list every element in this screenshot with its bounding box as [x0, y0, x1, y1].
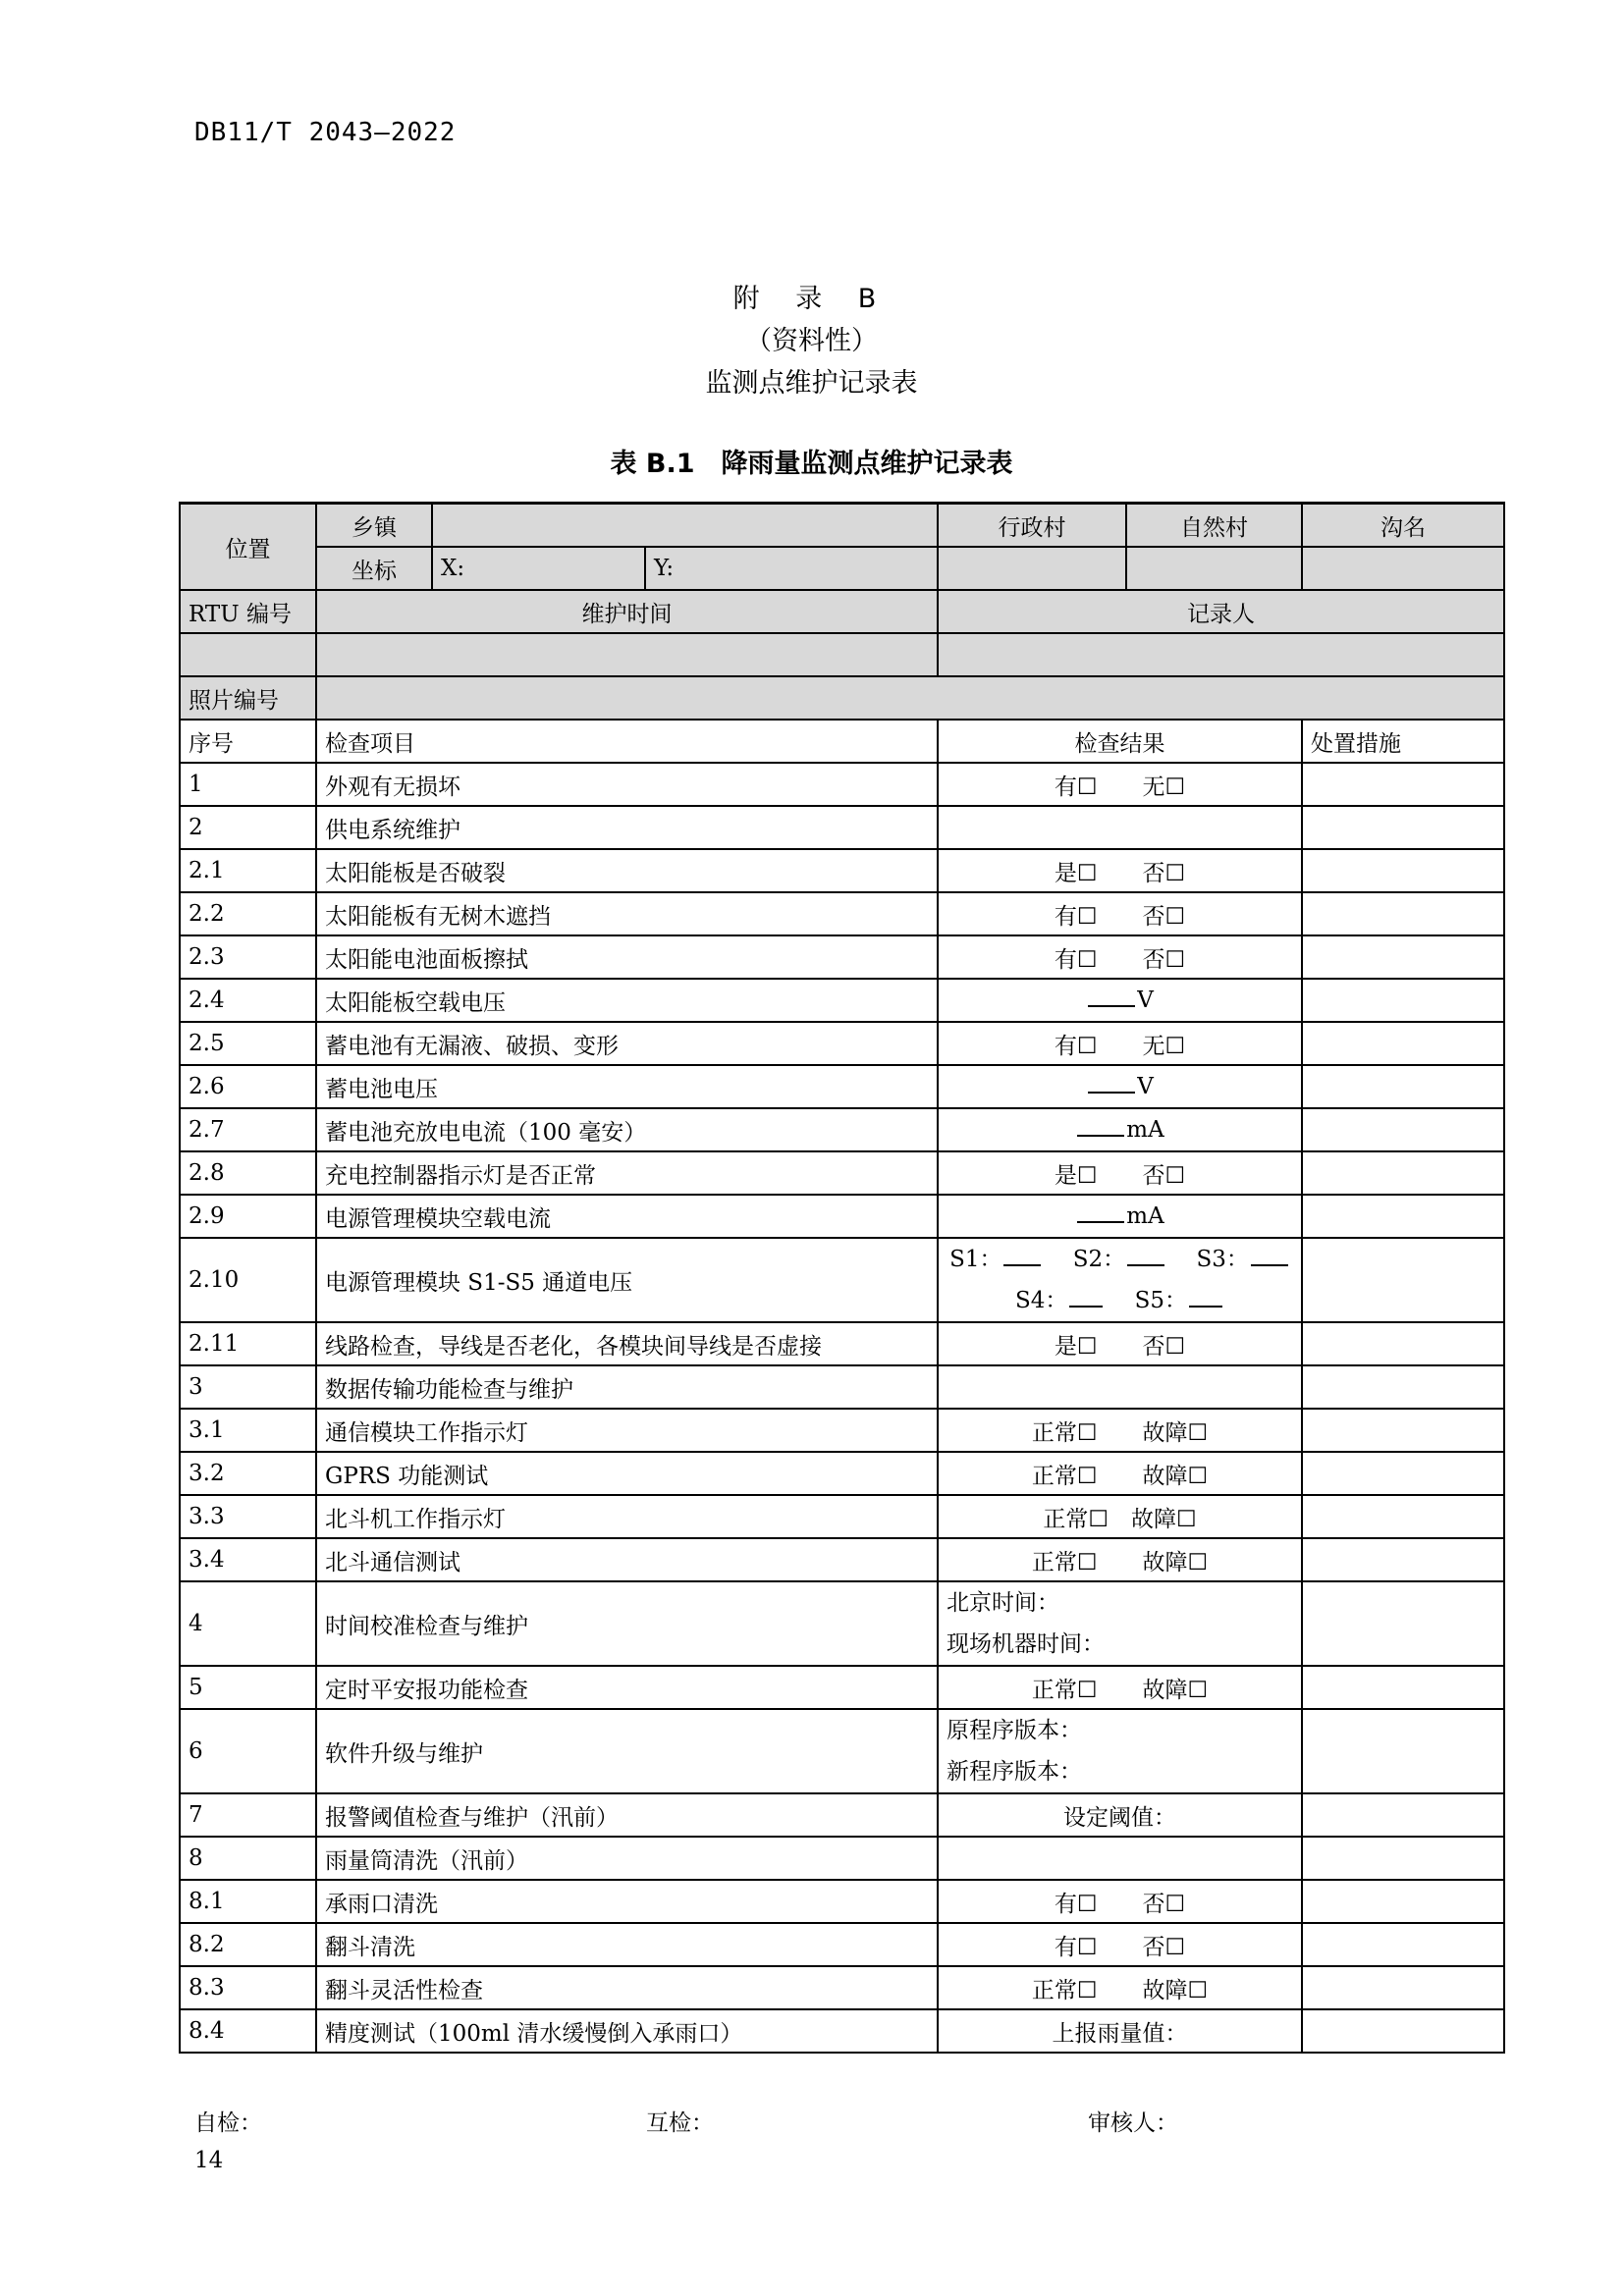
row-result[interactable]: 正常☐ 故障☐	[938, 1538, 1302, 1581]
row-result[interactable]: 有☐ 否☐	[938, 1880, 1302, 1923]
row-no: 2.5	[180, 1022, 316, 1065]
table-row	[180, 1365, 1504, 1409]
row-action[interactable]	[1302, 1151, 1504, 1195]
row-item: 翻斗清洗	[316, 1923, 938, 1966]
row-no: 2.9	[180, 1195, 316, 1238]
row-no: 3.1	[180, 1409, 316, 1452]
row-item: 蓄电池充放电电流（100 毫安）	[316, 1108, 938, 1151]
row-result[interactable]: 是☐ 否☐	[938, 1151, 1302, 1195]
table-row	[180, 849, 1504, 892]
table-row	[180, 1880, 1504, 1923]
maint-time-label: 维护时间	[316, 590, 938, 633]
table-row	[180, 1108, 1504, 1151]
row-result[interactable]: 有☐ 否☐	[938, 1923, 1302, 1966]
machine-time-label: 现场机器时间：	[947, 1631, 1105, 1657]
row-result[interactable]: 有☐ 否☐	[938, 892, 1302, 935]
row-item: 太阳能板是否破裂	[316, 849, 938, 892]
row-action[interactable]	[1302, 1065, 1504, 1108]
row-result[interactable]: 是☐ 否☐	[938, 1322, 1302, 1365]
row-item: GPRS 功能测试	[316, 1452, 938, 1495]
row-no: 5	[180, 1666, 316, 1709]
township-label: 乡镇	[316, 504, 432, 548]
table-row	[180, 1966, 1504, 2009]
recorder-value[interactable]	[938, 633, 1504, 676]
table-title: 表 B.1 降雨量监测点维护记录表	[610, 449, 1013, 479]
row-no: 4	[180, 1581, 316, 1666]
s4-blank[interactable]	[1069, 1305, 1103, 1308]
table-row	[180, 1666, 1504, 1709]
gully-value[interactable]	[1302, 547, 1504, 590]
unit-label: mA	[1126, 1203, 1164, 1229]
row-action[interactable]	[1302, 1880, 1504, 1923]
s2-label: S2：	[1072, 1247, 1126, 1272]
unit-label: V	[1137, 1074, 1154, 1099]
row-item: 充电控制器指示灯是否正常	[316, 1151, 938, 1195]
table-row	[180, 1151, 1504, 1195]
row-no: 2.1	[180, 849, 316, 892]
rtu-label: RTU 编号	[180, 590, 316, 633]
row-result[interactable]: 有☐ 无☐	[938, 763, 1302, 806]
table-row	[180, 1065, 1504, 1108]
row-item: 供电系统维护	[316, 806, 938, 849]
row-result[interactable]	[938, 1365, 1302, 1409]
row-item: 太阳能板有无树木遮挡	[316, 892, 938, 935]
table-row	[180, 2009, 1504, 2053]
row-item: 蓄电池有无漏液、破损、变形	[316, 1022, 938, 1065]
row-item: 电源管理模块空载电流	[316, 1195, 938, 1238]
table-row	[180, 1195, 1504, 1238]
row-no: 3.2	[180, 1452, 316, 1495]
coord-x-field[interactable]: X:	[432, 547, 645, 590]
row-action[interactable]	[1302, 1966, 1504, 2009]
row-result[interactable]: 正常☐ 故障☐	[938, 1666, 1302, 1709]
row-result[interactable]: 设定阈值：	[938, 1793, 1302, 1837]
table-row	[180, 979, 1504, 1022]
row-action[interactable]	[1302, 935, 1504, 979]
row-no: 8.3	[180, 1966, 316, 2009]
row-action[interactable]	[1302, 1195, 1504, 1238]
row-action[interactable]	[1302, 1365, 1504, 1409]
row-action[interactable]	[1302, 892, 1504, 935]
row-no: 2.4	[180, 979, 316, 1022]
s2-blank[interactable]	[1127, 1263, 1164, 1266]
table-row	[180, 1837, 1504, 1880]
col-action-header: 处置措施	[1302, 720, 1504, 763]
row-no: 2.6	[180, 1065, 316, 1108]
table-row	[180, 1322, 1504, 1365]
row-no: 3.3	[180, 1495, 316, 1538]
table-row	[180, 1452, 1504, 1495]
row-action[interactable]	[1302, 1581, 1504, 1666]
row-result[interactable]: 正常☐ 故障☐	[938, 1495, 1302, 1538]
row-result[interactable]	[938, 1709, 1302, 1793]
row-result[interactable]: 正常☐ 故障☐	[938, 1452, 1302, 1495]
natural-village-label: 自然村	[1126, 504, 1302, 548]
recorder-label: 记录人	[938, 590, 1504, 633]
row-action[interactable]	[1302, 1238, 1504, 1322]
row-result[interactable]	[938, 1837, 1302, 1880]
row-no: 8.4	[180, 2009, 316, 2053]
appendix-title: 附 录 B	[732, 284, 891, 314]
fill-blank[interactable]	[1077, 1220, 1124, 1223]
row-action[interactable]	[1302, 1495, 1504, 1538]
row-item: 电源管理模块 S1-S5 通道电压	[316, 1238, 938, 1322]
row-no: 7	[180, 1793, 316, 1837]
row-item: 时间校准检查与维护	[316, 1581, 938, 1666]
s5-label: S5：	[1134, 1288, 1188, 1313]
row-result[interactable]	[938, 979, 1302, 1022]
row-action[interactable]	[1302, 763, 1504, 806]
table-row	[180, 1923, 1504, 1966]
photo-label: 照片编号	[180, 676, 316, 720]
row-result[interactable]	[938, 806, 1302, 849]
row-action[interactable]	[1302, 1923, 1504, 1966]
reviewer-label: 审核人：	[1088, 2110, 1178, 2136]
township-value[interactable]	[432, 504, 938, 548]
new-version-label: 新程序版本：	[947, 1759, 1082, 1785]
s3-blank[interactable]	[1251, 1263, 1288, 1266]
col-result-header: 检查结果	[938, 720, 1302, 763]
gully-label: 沟名	[1302, 504, 1504, 548]
col-no-header: 序号	[180, 720, 316, 763]
row-result[interactable]: 是☐ 否☐	[938, 849, 1302, 892]
row-item: 精度测试（100ml 清水缓慢倒入承雨口）	[316, 2009, 938, 2053]
voltage-line-1	[947, 1239, 1293, 1280]
row-no: 8.2	[180, 1923, 316, 1966]
row-item: 报警阈值检查与维护（汛前）	[316, 1793, 938, 1837]
row-no: 2.2	[180, 892, 316, 935]
s3-label: S3：	[1196, 1247, 1249, 1272]
row-action[interactable]	[1302, 1108, 1504, 1151]
row-item: 太阳能电池面板擦拭	[316, 935, 938, 979]
row-item: 数据传输功能检查与维护	[316, 1365, 938, 1409]
row-item: 承雨口清洗	[316, 1880, 938, 1923]
table-row	[180, 806, 1504, 849]
s5-blank[interactable]	[1189, 1305, 1222, 1308]
table-row	[180, 892, 1504, 935]
row-item: 北斗机工作指示灯	[316, 1495, 938, 1538]
row-item: 软件升级与维护	[316, 1709, 938, 1793]
table-row	[180, 763, 1504, 806]
appendix-nature: （资料性）	[745, 326, 878, 356]
row-no: 2.11	[180, 1322, 316, 1365]
natural-village-value[interactable]	[1126, 547, 1302, 590]
row-action[interactable]	[1302, 1322, 1504, 1365]
row-result[interactable]: 有☐ 否☐	[938, 935, 1302, 979]
self-check-label: 自检：	[194, 2110, 262, 2136]
row-action[interactable]	[1302, 806, 1504, 849]
row-no: 2.3	[180, 935, 316, 979]
table-row	[180, 1538, 1504, 1581]
row-action[interactable]	[1302, 979, 1504, 1022]
fill-blank[interactable]	[1088, 1004, 1135, 1007]
table-row	[180, 1022, 1504, 1065]
row-action[interactable]	[1302, 1538, 1504, 1581]
row-result[interactable]	[938, 1195, 1302, 1238]
row-result[interactable]	[938, 1065, 1302, 1108]
admin-village-label: 行政村	[938, 504, 1126, 548]
row-no: 8.1	[180, 1880, 316, 1923]
row-item: 外观有无损坏	[316, 763, 938, 806]
voltage-line-2	[947, 1280, 1293, 1321]
admin-village-value[interactable]	[938, 547, 1126, 590]
s1-label: S1：	[949, 1247, 1002, 1272]
row-result[interactable]: 正常☐ 故障☐	[938, 1966, 1302, 2009]
beijing-time-label: 北京时间：	[947, 1590, 1059, 1616]
row-action[interactable]	[1302, 1409, 1504, 1452]
row-action[interactable]	[1302, 1793, 1504, 1837]
row-result[interactable]	[938, 1581, 1302, 1666]
row-action[interactable]	[1302, 1452, 1504, 1495]
table-row	[180, 1709, 1504, 1793]
row-item: 通信模块工作指示灯	[316, 1409, 938, 1452]
row-action[interactable]	[1302, 1022, 1504, 1065]
position-label: 位置	[180, 504, 316, 591]
row-item: 雨量筒清洗（汛前）	[316, 1837, 938, 1880]
row-no: 2.8	[180, 1151, 316, 1195]
row-result[interactable]: 正常☐ 故障☐	[938, 1409, 1302, 1452]
row-no: 3	[180, 1365, 316, 1409]
row-result[interactable]: 有☐ 无☐	[938, 1022, 1302, 1065]
mutual-check-label: 互检：	[646, 2110, 714, 2136]
row-item: 太阳能板空载电压	[316, 979, 938, 1022]
table-row	[180, 1581, 1504, 1666]
row-no: 2.7	[180, 1108, 316, 1151]
row-no: 1	[180, 763, 316, 806]
coords-label: 坐标	[316, 547, 432, 590]
unit-label: mA	[1126, 1117, 1164, 1143]
maint-time-value[interactable]	[316, 633, 938, 676]
appendix-subtitle: 监测点维护记录表	[705, 368, 918, 399]
row-item: 蓄电池电压	[316, 1065, 938, 1108]
row-action[interactable]	[1302, 1837, 1504, 1880]
row-result[interactable]	[938, 1238, 1302, 1322]
row-result[interactable]: 上报雨量值：	[938, 2009, 1302, 2053]
photo-value[interactable]	[316, 676, 1504, 720]
old-version-label: 原程序版本：	[947, 1718, 1082, 1743]
table-row	[180, 1495, 1504, 1538]
table-row	[180, 935, 1504, 979]
standard-code: DB11/T 2043—2022	[194, 118, 457, 147]
maintenance-record-table	[179, 502, 1505, 2054]
row-no: 6	[180, 1709, 316, 1793]
row-item: 定时平安报功能检查	[316, 1666, 938, 1709]
row-no: 8	[180, 1837, 316, 1880]
row-action[interactable]	[1302, 2009, 1504, 2053]
row-action[interactable]	[1302, 1666, 1504, 1709]
coord-y-field[interactable]: Y:	[645, 547, 938, 590]
row-no: 2.10	[180, 1238, 316, 1322]
rtu-value[interactable]	[180, 633, 316, 676]
table-row	[180, 1238, 1504, 1322]
table-row	[180, 1793, 1504, 1837]
row-no: 3.4	[180, 1538, 316, 1581]
row-no: 2	[180, 806, 316, 849]
row-action[interactable]	[1302, 849, 1504, 892]
row-action[interactable]	[1302, 1709, 1504, 1793]
s1-blank[interactable]	[1003, 1263, 1041, 1266]
page-number: 14	[194, 2148, 224, 2173]
table-row	[180, 1409, 1504, 1452]
fill-blank[interactable]	[1088, 1091, 1135, 1094]
row-item: 翻斗灵活性检查	[316, 1966, 938, 2009]
s4-label: S4：	[1014, 1288, 1068, 1313]
row-item: 北斗通信测试	[316, 1538, 938, 1581]
row-result[interactable]	[938, 1108, 1302, 1151]
col-item-header: 检查项目	[316, 720, 938, 763]
fill-blank[interactable]	[1077, 1134, 1124, 1137]
unit-label: V	[1137, 988, 1154, 1013]
row-item: 线路检查，导线是否老化，各模块间导线是否虚接	[316, 1322, 938, 1365]
